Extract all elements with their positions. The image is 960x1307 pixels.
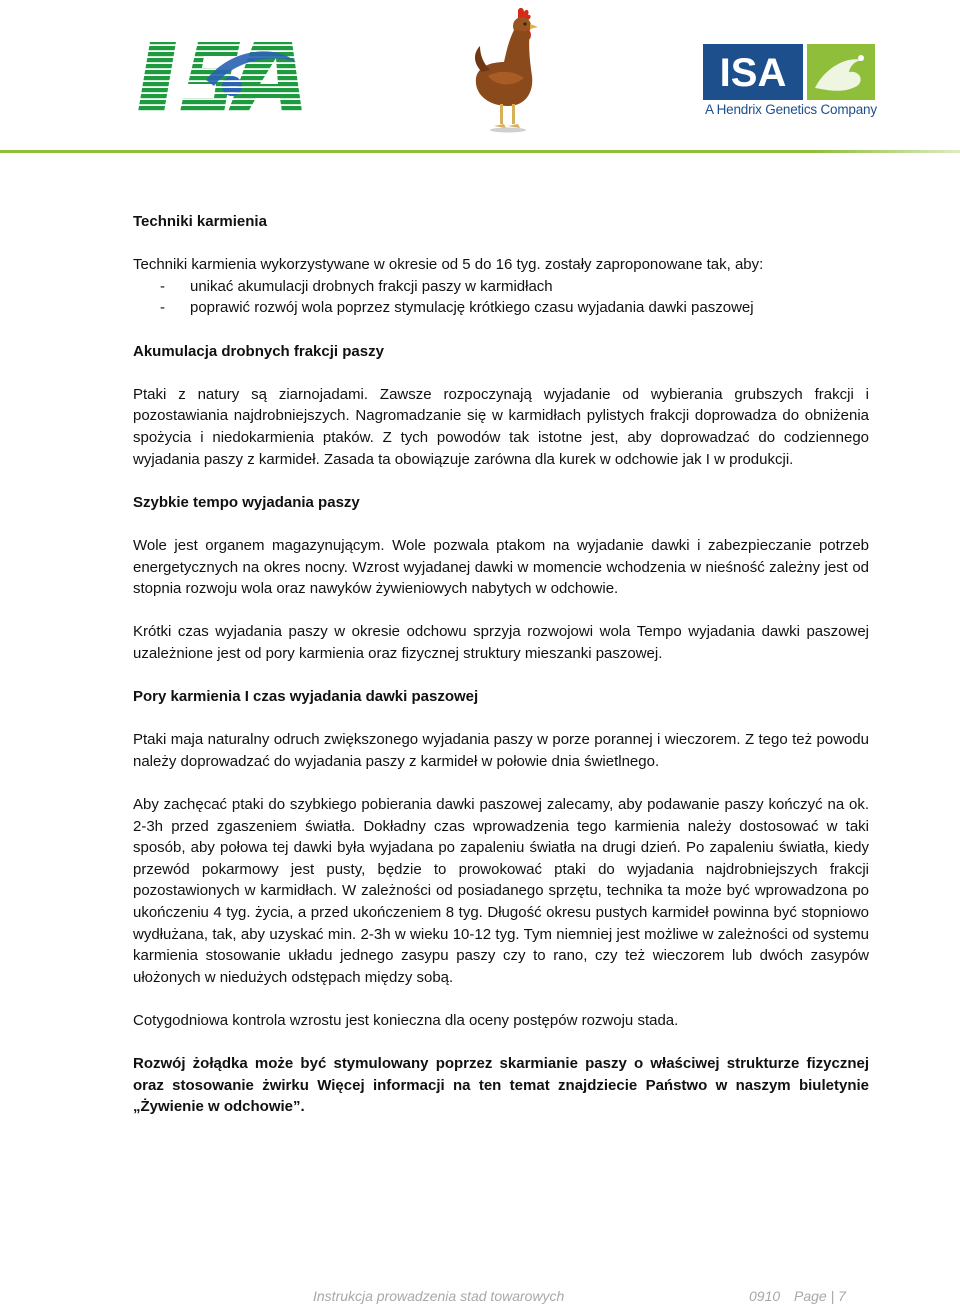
closing-note: Rozwój żołądka może być stymulowany poprzez skarmianie paszy o właściwej strukturze fizycznej oraz stosowanie żwirku Więcej informacji na ten temat znajdziecie Państwo w naszym biuletynie „Żywienie w odchowie”.	[133, 1055, 869, 1116]
page-number: Page | 7	[794, 1288, 846, 1304]
paragraph: Ptaki maja naturalny odruch zwiększonego wyjadania paszy w porze porannej i wieczorem. Z tego też powodu należy doprowadzać do wyjadania paszy z karmideł w połowie dnia świetlnego.	[133, 731, 869, 770]
paragraph: Wole jest organem magazynującym. Wole pozwala ptakom na wyjadanie dawki i zabezpieczanie potrzeb energetycznych na okres nocny. Wzrost wyjadanej dawki w momencie wchodzenia w nieśność zależny jest od stopnia rozwoju wola oraz nawyków żywieniowych nabytych w odchowie.	[133, 536, 869, 598]
paragraph: Ptaki z natury są ziarnojadami. Zawsze rozpoczynają wyjadanie od wybierania grubszych frakcji i pozostawiania najdrobniejszych. Nagromadzanie się w karmidłach pylistych frakcji doprowadza do obniżenia spożycia i niedokarmienia ptaków. Z tych powodów tak istotne jest, aby doprowadzać do codziennego wyjadania paszy z karmideł. Zasada ta obowiązuje zarówna dla kurek w odchowie jak I w produkcji.	[133, 385, 869, 468]
section-heading: Szybkie tempo wyjadania paszy	[133, 493, 360, 511]
section-heading: Pory karmienia I czas wyjadania dawki paszowej	[133, 688, 479, 706]
isa-hendrix-logo-graphic	[703, 44, 875, 100]
isa-logo-left-graphic	[136, 40, 304, 114]
intro-paragraph: Techniki karmienia wykorzystywane w okresie od 5 do 16 tyg. zostały zaproponowane tak, aby:	[133, 256, 764, 274]
paragraph: Krótki czas wyjadania paszy w okresie odchowu sprzyja rozwojowi wola Tempo wyjadania dawki paszowej uzależnione jest od pory karmienia oraz fizycznej struktury mieszanki paszowej.	[133, 623, 869, 662]
isa-tagline: A Hendrix Genetics Company	[705, 102, 877, 117]
page-header	[0, 0, 960, 160]
list-item	[133, 276, 869, 298]
bullet-dash: -	[160, 277, 165, 295]
isa-logo-left	[136, 40, 304, 114]
footer-doc-title: Instrukcja prowadzenia stad towarowych	[313, 1288, 565, 1304]
document-title: Techniki karmienia	[133, 213, 267, 230]
isa-logo-right-text: ISA	[719, 51, 787, 95]
document-body	[133, 211, 869, 1118]
hen-graphic	[468, 6, 548, 134]
paragraph: Cotygodniowa kontrola wzrostu jest konieczna dla oceny postępów rozwoju stada.	[133, 1011, 679, 1029]
paragraph: Aby zachęcać ptaki do szybkiego pobierania dawki paszowej zalecamy, aby podawanie paszy kończyć na ok. 2-3h przed zgaszeniem światła. Dokładny czas wprowadzenia tego karmienia należy dostosować w taki sposób, aby połowa tej dawki była wyjadana po zapaleniu światła na drugi dzień. Po zapaleniu światła, kiedy przewód pokarmowy jest pusty, będzie to prowokować ptaki do wyjadania najdrobniejszych frakcji pozostawionych w karmidłach. W zależności od posiadanego sprzętu, technika ta może być wprowadzona po ukończeniu 4 tyg. życia, a przed ukończeniem 8 tyg. Długość okresu pustych karmideł powinna być stopniowo wydłużana, tak, aby uzyskać min. 2-3h w wieku 10-12 tyg. Tym niemniej jest możliwe w zależności od systemu karmienia stosowanie układu jednego zasypu paszy czy to rano, czy też wieczorem lub dwóch zasypów ułożonych w niedużych odstępach między sobą.	[133, 796, 869, 986]
isa-hendrix-logo	[703, 44, 875, 122]
hen-image	[468, 6, 548, 134]
header-divider	[0, 150, 960, 153]
bullet-dash: -	[160, 299, 165, 317]
section-heading: Akumulacja drobnych frakcji paszy	[133, 342, 384, 360]
bullet-text: poprawić rozwój wola poprzez stymulację krótkiego czasu wyjadania dawki paszowej	[190, 299, 754, 317]
bullet-text: unikać akumulacji drobnych frakcji paszy w karmidłach	[190, 277, 553, 295]
list-item	[133, 297, 869, 319]
footer-code: 0910	[749, 1288, 781, 1304]
